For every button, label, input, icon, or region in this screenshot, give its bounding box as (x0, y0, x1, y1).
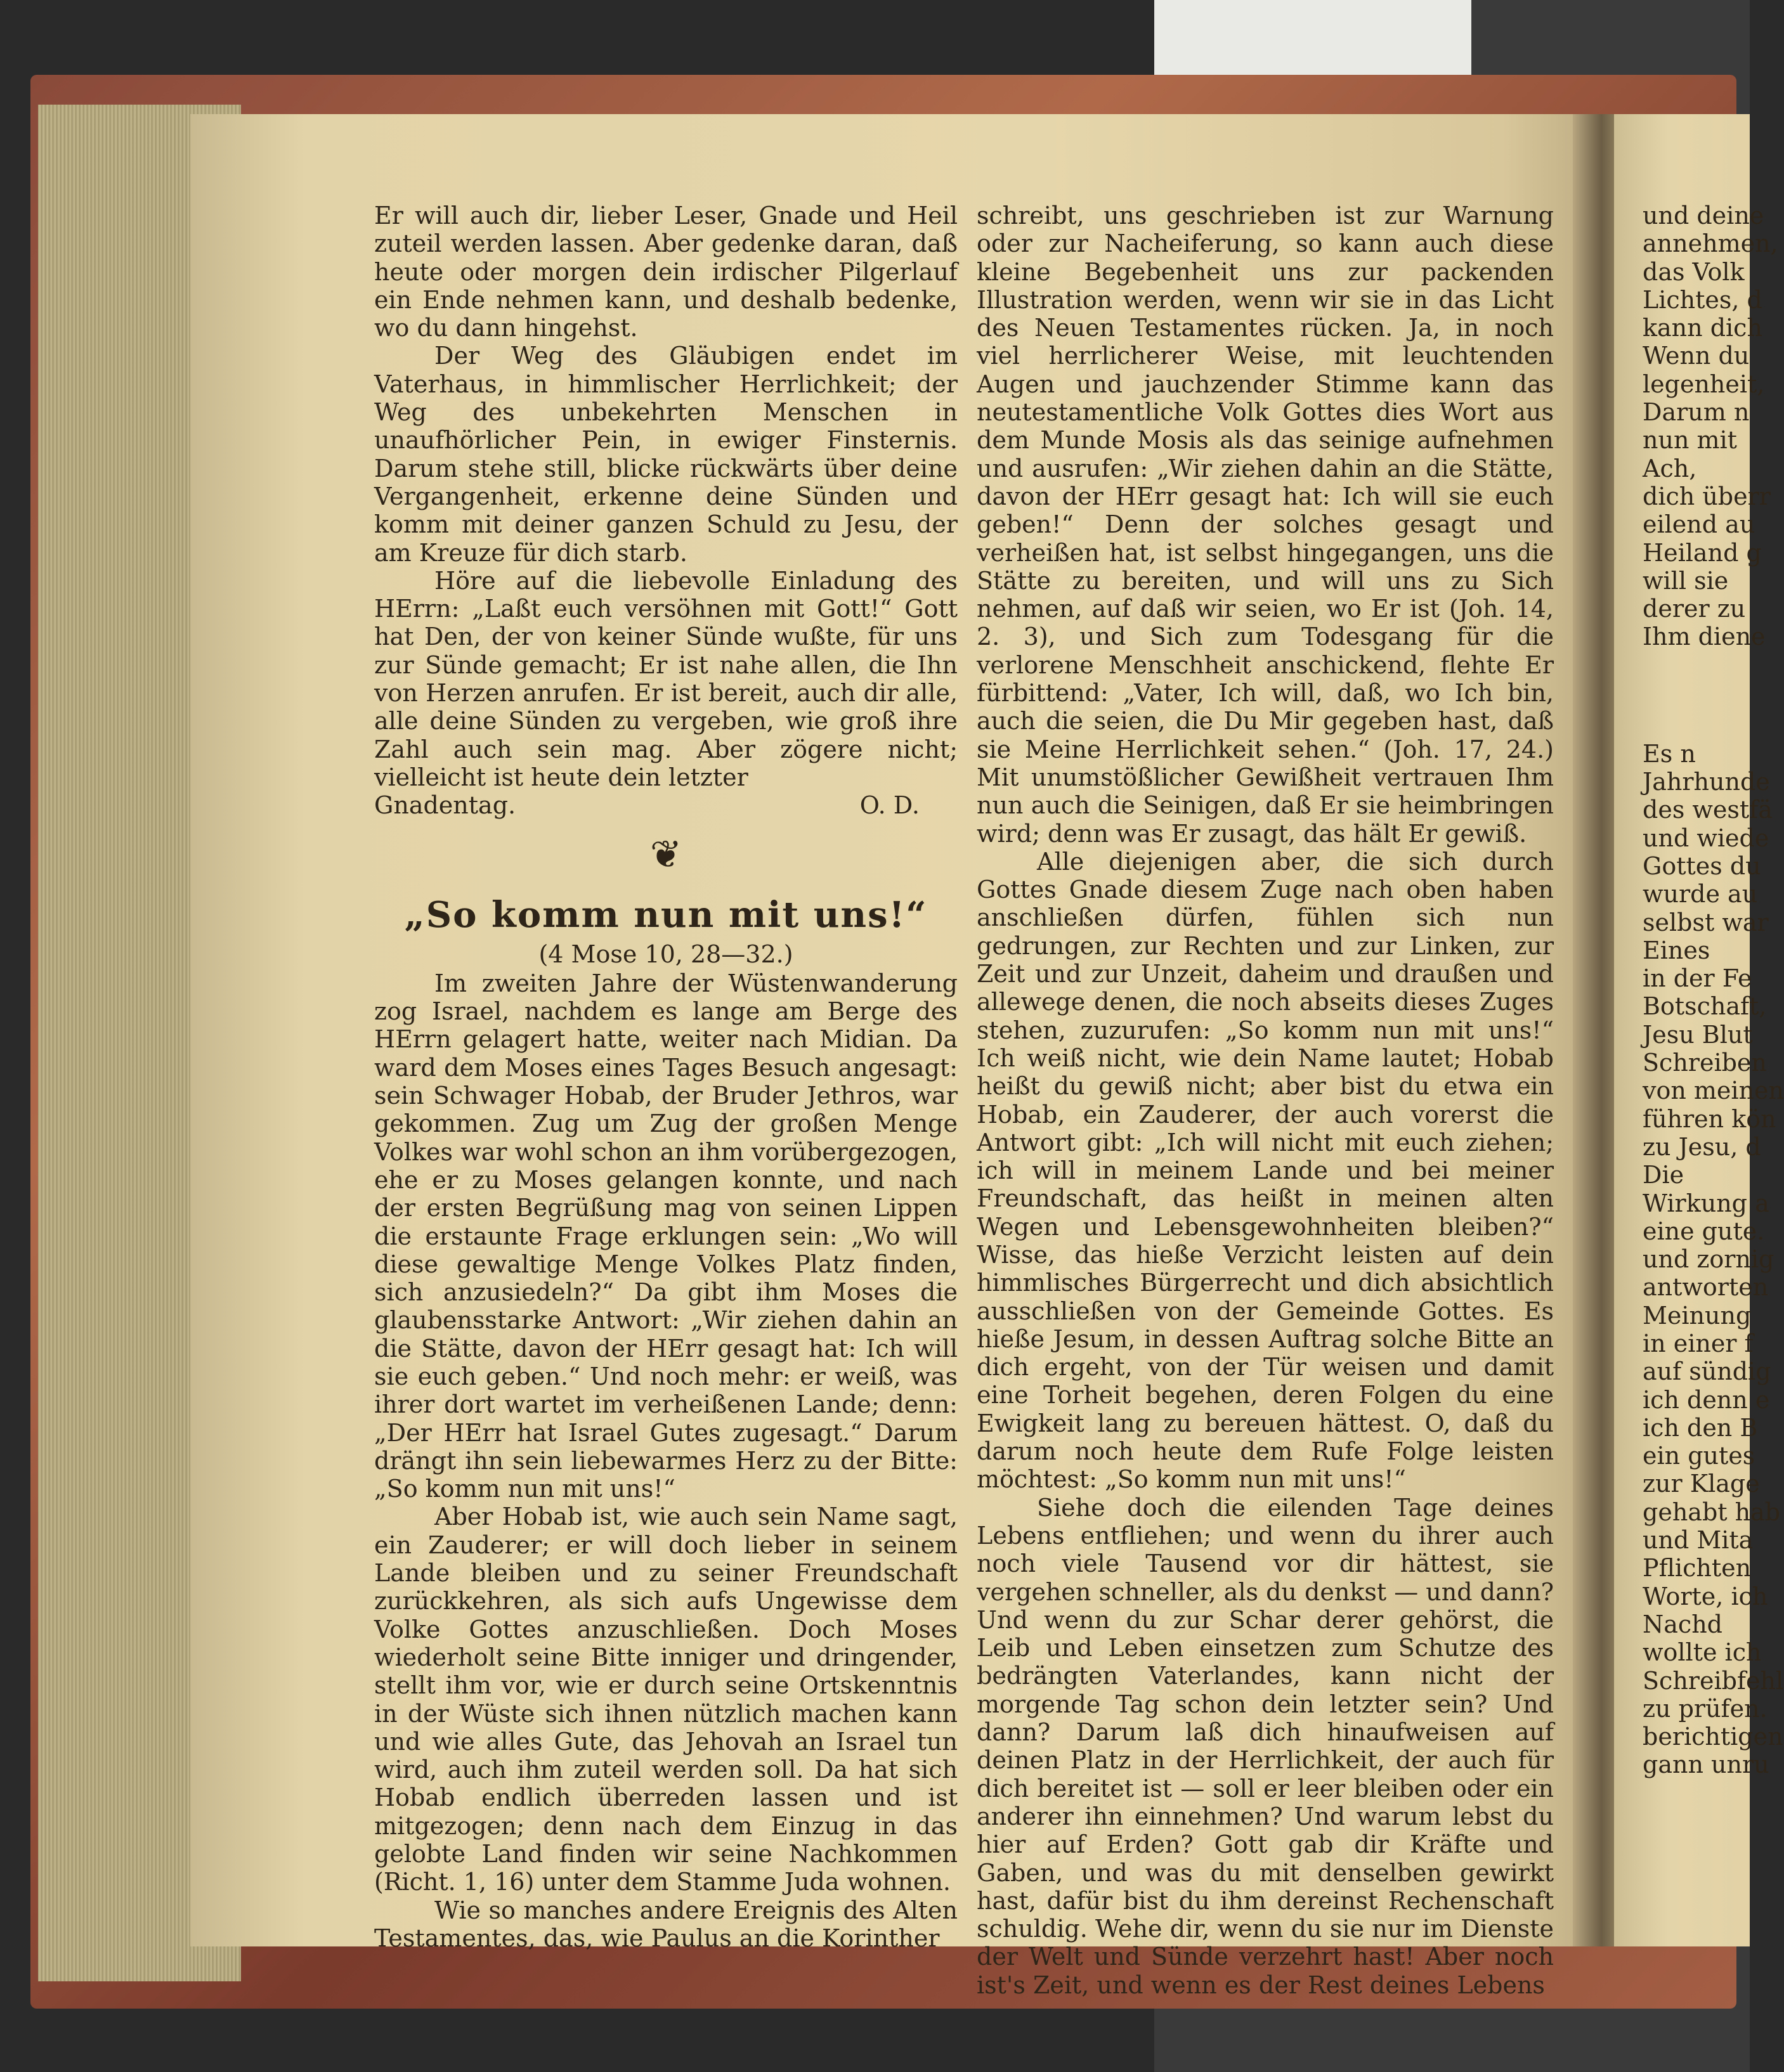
text-line: in einer f (1643, 1329, 1754, 1357)
text-line: Eines (1643, 936, 1710, 964)
text-line: berichtigen (1643, 1723, 1783, 1751)
text-line: und zornig (1643, 1245, 1774, 1274)
text-line: derer zu (1643, 595, 1746, 623)
ornament-icon: ❦ (649, 832, 682, 877)
text-line: Gottes du (1643, 851, 1761, 880)
text-line: und wiede (1643, 824, 1769, 852)
text-line: von meinen (1643, 1077, 1784, 1105)
text-line: das Volk (1643, 257, 1745, 286)
text-line: gehabt hab (1643, 1498, 1781, 1526)
closing-text: Gnadentag. (374, 791, 516, 820)
text-line: des westfä (1643, 796, 1773, 824)
text-line: und deine (1643, 202, 1764, 230)
text-line: Die (1643, 1161, 1684, 1189)
text-line: annehmen, (1643, 230, 1778, 258)
text-line: zu prüfen. (1643, 1694, 1768, 1723)
text-line: Schreibfehl (1643, 1666, 1784, 1695)
text-line: Wirkung a (1643, 1189, 1769, 1217)
next-page-bottom-lines (1643, 739, 1784, 1779)
text-line: wurde au (1643, 880, 1758, 909)
text-line: gann unru (1643, 1751, 1769, 1779)
text-line: ich denn e (1643, 1385, 1770, 1414)
text-line: Ach, (1643, 454, 1697, 482)
next-page-top-lines (1643, 202, 1778, 651)
text-line: kann dich (1643, 314, 1762, 342)
section-title: „So komm nun mit uns!“ (404, 893, 928, 936)
text-line: auf sündig (1643, 1357, 1771, 1386)
left-text-column (374, 202, 958, 1952)
text-line: selbst war (1643, 908, 1769, 936)
text-line: Jahrhunde (1643, 768, 1770, 796)
text-line: zu Jesu, d (1643, 1132, 1761, 1161)
text-line: Es n (1643, 739, 1696, 768)
paragraph: Wie so manches andere Ereignis des Alten Testamentes, das, wie Paulus an die Korinther (374, 1896, 958, 1952)
text-line: Pflichten (1643, 1554, 1752, 1583)
next-page-column (1643, 202, 1784, 1779)
text-line: Heiland g (1643, 538, 1762, 567)
text-line: Wenn du (1643, 342, 1750, 370)
text-line: antworten (1643, 1273, 1769, 1302)
text-line: dich überr (1643, 482, 1771, 510)
text-line: ein gutes (1643, 1442, 1755, 1470)
text-line: nun mit (1643, 426, 1737, 455)
text-line: Darum n (1643, 398, 1750, 427)
paragraph: Aber Hobab ist, wie auch sein Name sagt, ein Zauderer; er will doch lieber in seinem Lande bleiben und zu seiner Freundschaft zurückkehren, als sich aufs Ungewisse dem Volke Gottes anzuschließen. Doch Moses wiederholt seine Bitte inniger und dringender, stellt ihm vor, wie er durch seine Ortskenntnis in der Wüste sich ihnen nützlich machen kann und wie alles Gute, das Jehovah an Israel tun wird, auch ihm zuteil werden soll. Da hat sich Hobab endlich überreden lassen und ist mitgezogen; denn nach dem Einzug in das gelobte Land finden wir seine Nachkommen (Richt. 1, 16) unter dem Stamme Juda wohnen. (374, 1503, 958, 1896)
text-line: Botschaft, (1643, 992, 1767, 1021)
text-line: will sie (1643, 566, 1729, 595)
author-signature: O. D. (859, 791, 920, 820)
text-line: Schreiben (1643, 1049, 1767, 1077)
text-line: eilend au (1643, 510, 1755, 539)
text-line: in der Fe (1643, 964, 1752, 993)
paragraph: Höre auf die liebevolle Einladung des HErrn: „Laßt euch versöhnen mit Gott!“ Gott hat Den, der von keiner Sünde wußte, für uns zur Sünde gemacht; Er ist nahe allen, die Ihn von Herzen anrufen. Er ist bereit, auch dir alle, alle deine Sünden zu vergeben, wie groß ihre Zahl auch sein mag. Aber zögere nicht; vielleicht ist heute dein letzter (374, 566, 958, 791)
paragraph: Siehe doch die eilenden Tage deines Lebens entfliehen; und wenn du ihrer auch noch viele Tausend vor dir hättest, sie vergehen schneller, als du denkst — und dann? Und wenn du zur Schar derer gehörst, die Leib und Leben einsetzen zum Schutze des bedrängten Vaterlandes, kann nicht der morgende Tag schon dein letzter sein? Und dann? Darum laß dich hinaufweisen auf deinen Platz in der Herrlichkeit, der auch für dich bereitet ist — soll er leer bleiben oder ein anderer ihn einnehmen? Und warum lebst du hier auf Erden? Gott gab dir Kräfte und Gaben, und was du mit denselben gewirkt hast, dafür bist du ihm dereinst Rechenschaft schuldig. Wehe dir, wenn du sie nur im Dienste der Welt und Sünde verzehrt hast! Aber noch ist's Zeit, und wenn es der Rest deines Lebens (977, 1493, 1554, 1999)
text-line: Worte, ich (1643, 1582, 1768, 1610)
paragraph: Er will auch dir, lieber Leser, Gnade und Heil zuteil werden lassen. Aber gedenke daran, daß heute oder morgen dein irdischer Pilgerlauf ein Ende nehmen kann, und deshalb bedenke, wo du dann hingehst. (374, 202, 958, 342)
text-line: Jesu Blut (1643, 1020, 1753, 1049)
section-reference: (4 Mose 10, 28—32.) (538, 940, 793, 968)
paragraph: Alle diejenigen aber, die sich durch Gottes Gnade diesem Zuge nach oben haben anschließen dürfen, fühlen sich nun gedrungen, zur Rechten und zur Linken, zur Zeit und zur Unzeit, daheim und draußen und allewege denen, die noch abseits dieses Zuges stehen, zuzurufen: „So komm nun mit uns!“ Ich weiß nicht, wie dein Name lautet; Hobab heißt du gewiß nicht; aber bist du etwa ein Hobab, ein Zauderer, der auch vorerst die Antwort gibt: „Ich will nicht mit euch ziehen; ich will in meinem Lande und bei meiner Freundschaft, das heißt in meinen alten Wegen und Lebensgewohnheiten bleiben?“ Wisse, das hieße Verzicht leisten auf dein himmlisches Bürgerrecht und dich absichtlich ausschließen von der Gemeinde Gottes. Es hieße Jesum, in dessen Auftrag solche Bitte an dich ergeht, von der Tür weisen und damit eine Torheit begehen, deren Folgen du eine Ewigkeit lang zu bereuen hättest. O, daß du darum noch heute dem Rufe Folge leisten möchtest: „So komm nun mit uns!“ (977, 847, 1554, 1494)
text-line: ich den B (1643, 1413, 1758, 1442)
paragraph: Der Weg des Gläubigen endet im Vaterhaus, in himmlischer Herrlichkeit; der Weg des unbekehrten Menschen in unaufhörlicher Pein, in ewiger Finsternis. Darum stehe still, blicke rückwärts über deine Vergangenheit, erkenne deine Sünden und komm mit deiner ganzen Schuld zu Jesu, der am Kreuze für dich starb. (374, 342, 958, 567)
text-line: und Mita (1643, 1526, 1754, 1555)
text-line: legenheit, (1643, 370, 1765, 398)
text-line: zur Klage (1643, 1470, 1760, 1498)
text-line: Nachd (1643, 1610, 1722, 1638)
text-line: Meinung (1643, 1301, 1752, 1330)
spacer (1643, 651, 1769, 740)
paragraph: Im zweiten Jahre der Wüstenwanderung zog Israel, nachdem es lange am Berge des HErrn gelagert hatte, weiter nach Midian. Da ward dem Moses eines Tages Besuch angesagt: sein Schwager Hobab, der Bruder Jethros, war gekommen. Zug um Zug der großen Menge Volkes war wohl schon an ihm vorübergezogen, ehe er zu Moses gelangen konnte, und nach der ersten Begrüßung mag von seinen Lippen die erstaunte Frage erklungen sein: „Wo will diese gewaltige Menge Volkes Platz finden, sich anzusiedeln?“ Da gibt ihm Moses die glaubensstarke Antwort: „Wir ziehen dahin an die Stätte, davon der HErr gesagt hat: Ich will sie euch geben.“ Und noch mehr: er weiß, was ihrer dort wartet im verheißenen Lande; denn: „Der HErr hat Israel Gutes zugesagt.“ Darum drängt ihn sein liebewarmes Herz zu der Bitte: „So komm nun mit uns!“ (374, 969, 958, 1503)
text-line: eine gute. (1643, 1217, 1765, 1245)
text-line: Lichtes, d (1643, 285, 1762, 314)
text-line: Ihm diene (1643, 623, 1766, 651)
text-line: wollte ich (1643, 1638, 1762, 1667)
text-line: führen kön (1643, 1104, 1776, 1133)
right-text-column (977, 202, 1554, 1999)
paragraph: schreibt, uns geschrieben ist zur Warnung oder zur Nacheiferung, so kann auch diese kleine Begebenheit uns zur packenden Illustration werden, wenn wir sie in das Licht des Neuen Testamentes rücken. Ja, in noch viel herrlicherer Weise, mit leuchtenden Augen und jauchzender Stimme kann das neutestamentliche Volk Gottes dies Wort aus dem Munde Mosis als das seinige aufnehmen und ausrufen: „Wir ziehen dahin an die Stätte, davon der HErr gesagt hat: Ich will sie euch geben!“ Denn der solches gesagt und verheißen hat, ist selbst hingegangen, uns die Stätte zu bereiten, und will uns zu Sich nehmen, auf daß wir seien, wo Er ist (Joh. 14, 2. 3), und Sich zum Todesgang für die verlorene Menschheit anschickend, flehte Er fürbittend: „Vater, Ich will, daß, wo Ich bin, auch die seien, die Du Mir gegeben hast, daß sie Meine Herrlichkeit sehen.“ (Joh. 17, 24.) Mit unumstößlicher Gewißheit vertrauen Ihm nun auch die Seinigen, daß Er sie heimbringen wird; denn was Er zusagt, das hält Er gewiß. (977, 202, 1554, 848)
signature-line (374, 791, 958, 819)
